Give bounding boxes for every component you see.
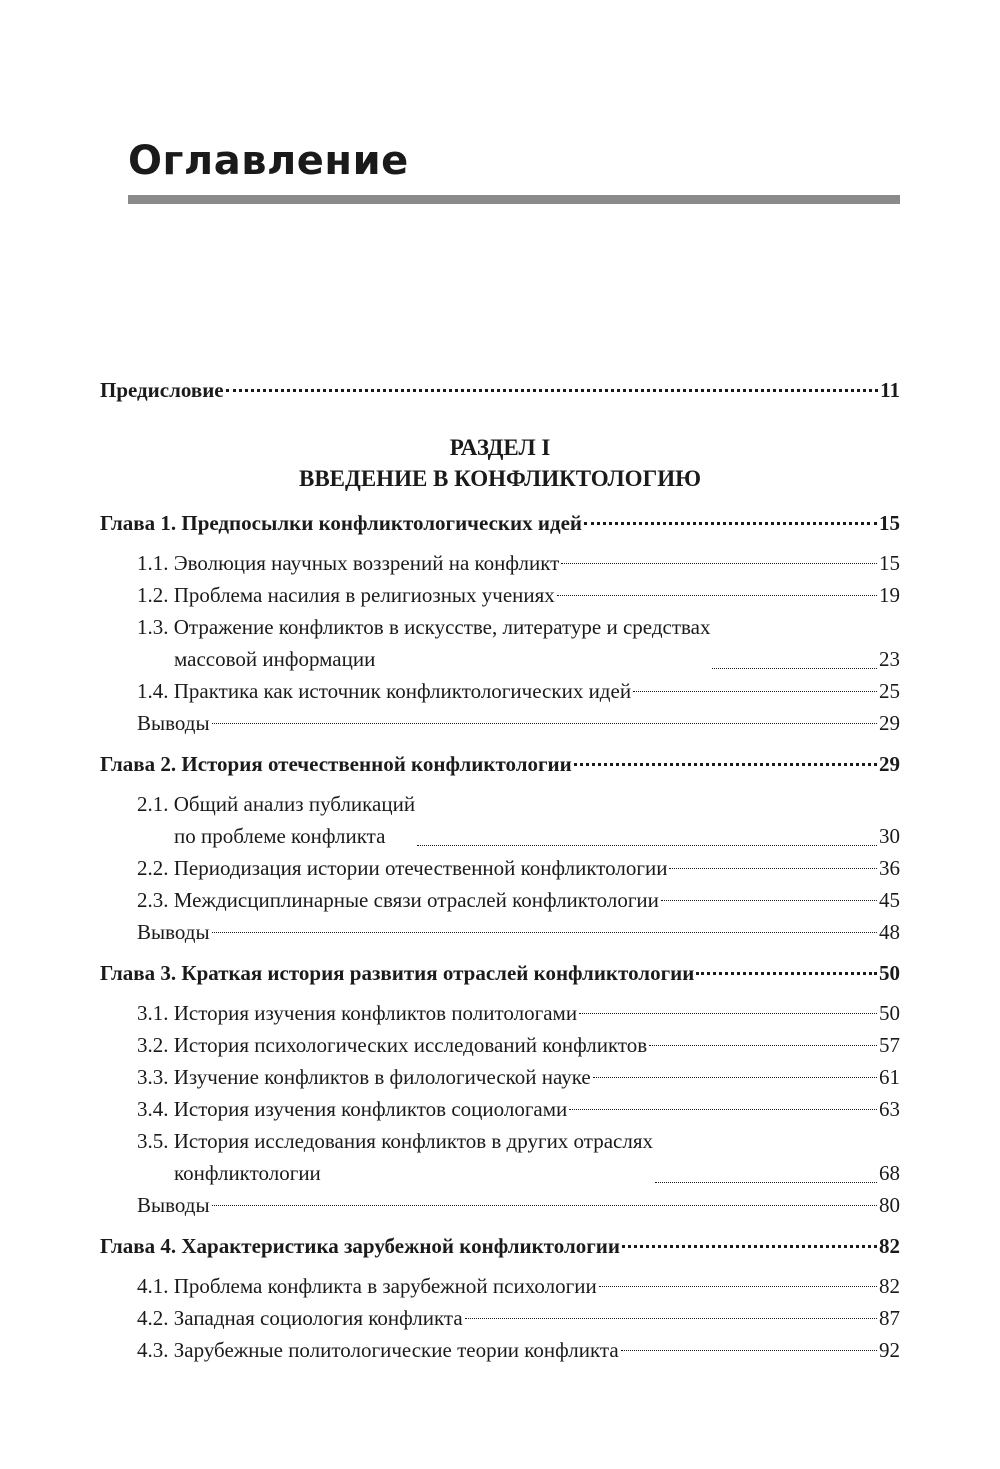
toc-subentry[interactable] bbox=[100, 852, 900, 884]
toc-subentry[interactable] bbox=[100, 1189, 900, 1221]
toc-subentry[interactable] bbox=[100, 611, 900, 675]
toc-page-number: 45 bbox=[879, 888, 900, 912]
dot-leader bbox=[465, 1318, 877, 1319]
dot-leader bbox=[621, 1350, 877, 1351]
toc-page-number: 50 bbox=[879, 961, 900, 985]
toc-page-number: 82 bbox=[879, 1234, 900, 1258]
toc-subentry-line1: Выводы bbox=[137, 1193, 210, 1217]
toc-subentry-title bbox=[137, 916, 210, 948]
toc-subentry[interactable] bbox=[100, 997, 900, 1029]
toc-subentry-line1: 3.5. История исследования конфликтов в других отраслях bbox=[137, 1129, 653, 1153]
dot-leader bbox=[584, 522, 877, 525]
toc-subentry-title bbox=[137, 884, 659, 916]
toc-subentry-line1: 2.2. Периодизация истории отечественной конфликтологии bbox=[137, 856, 668, 880]
dot-leader bbox=[417, 845, 877, 846]
toc-subentry-line1: 4.2. Западная социология конфликта bbox=[137, 1306, 463, 1330]
toc-subentry-title bbox=[137, 1061, 591, 1093]
toc-subentry-title bbox=[137, 707, 210, 739]
dot-leader bbox=[212, 932, 877, 933]
toc-chapter-title: Глава 1. Предпосылки конфликтологических идей bbox=[100, 511, 583, 535]
dot-leader bbox=[655, 1182, 877, 1183]
toc-subentry-line1: 4.3. Зарубежные политологические теории конфликта bbox=[137, 1338, 619, 1362]
toc-page-number: 30 bbox=[879, 824, 900, 848]
toc-page-number: 29 bbox=[879, 752, 900, 776]
toc-subentry-line1: Выводы bbox=[137, 711, 210, 735]
toc-subentry-line1: 3.1. История изучения конфликтов политологами bbox=[137, 1001, 578, 1025]
toc-subentry-line1: 3.2. История психологических исследований конфликтов bbox=[137, 1033, 648, 1057]
chapter-list bbox=[100, 507, 900, 1366]
toc-subentry[interactable] bbox=[100, 1334, 900, 1366]
toc-subentry-line1: 1.4. Практика как источник конфликтологических идей bbox=[137, 679, 632, 703]
toc-page-number: 87 bbox=[879, 1306, 900, 1330]
toc-subentry[interactable] bbox=[100, 1125, 900, 1189]
section-heading bbox=[100, 432, 900, 494]
toc-subentry-line1: Выводы bbox=[137, 920, 210, 944]
dot-leader bbox=[696, 972, 877, 975]
toc-chapter-2[interactable] bbox=[100, 748, 900, 780]
toc-page-number: 57 bbox=[879, 1033, 900, 1057]
toc-subentry-title bbox=[137, 579, 555, 611]
toc-page-number: 82 bbox=[879, 1274, 900, 1298]
dot-leader bbox=[633, 691, 877, 692]
toc-subentry-title bbox=[137, 547, 559, 579]
toc-subentry-line1: 3.3. Изучение конфликтов в филологической науке bbox=[137, 1065, 591, 1089]
dot-leader bbox=[649, 1045, 877, 1046]
section-label: РАЗДЕЛ I bbox=[449, 435, 551, 460]
toc-subentry-title bbox=[137, 1125, 653, 1189]
dot-leader bbox=[561, 563, 877, 564]
dot-leader bbox=[212, 1205, 877, 1206]
toc-subentry-line1: 2.1. Общий анализ публикаций bbox=[137, 792, 416, 816]
toc-subentry-title bbox=[137, 997, 577, 1029]
dot-leader bbox=[226, 389, 879, 392]
page-title: Оглавление bbox=[128, 138, 409, 184]
toc-subentry-title bbox=[137, 788, 415, 852]
dot-leader bbox=[579, 1013, 877, 1014]
toc-subentry[interactable] bbox=[100, 916, 900, 948]
toc-page-number: 15 bbox=[879, 551, 900, 575]
toc-subentry-title bbox=[137, 675, 631, 707]
toc-page-number: 25 bbox=[879, 679, 900, 703]
toc-subentry-title bbox=[137, 1093, 567, 1125]
toc-page-number: 36 bbox=[879, 856, 900, 880]
toc-subentry[interactable] bbox=[100, 675, 900, 707]
dot-leader bbox=[569, 1109, 877, 1110]
toc-chapter-1[interactable] bbox=[100, 507, 900, 539]
dot-leader bbox=[661, 900, 877, 901]
toc-subentry-title bbox=[137, 1270, 597, 1302]
toc-subentry-line1: 1.3. Отражение конфликтов в искусстве, литературе и средствах bbox=[137, 615, 711, 639]
toc-page-number: 92 bbox=[879, 1338, 900, 1362]
dot-leader bbox=[599, 1286, 877, 1287]
toc-subentry-line1: 1.2. Проблема насилия в религиозных учениях bbox=[137, 583, 555, 607]
toc-subentry-line2: конфликтологии bbox=[174, 1161, 321, 1185]
toc-page-number: 23 bbox=[879, 647, 900, 671]
toc-page-number: 68 bbox=[879, 1161, 900, 1185]
toc-subentry-line2: по проблеме конфликта bbox=[174, 824, 386, 848]
toc-subentry-title bbox=[137, 1302, 463, 1334]
dot-leader bbox=[593, 1077, 877, 1078]
toc-subentry-line1: 3.4. История изучения конфликтов социологами bbox=[137, 1097, 568, 1121]
toc-subentry[interactable] bbox=[100, 1029, 900, 1061]
dot-leader bbox=[574, 763, 877, 766]
toc-subentry[interactable] bbox=[100, 707, 900, 739]
toc-entry-preface[interactable] bbox=[100, 374, 900, 406]
table-of-contents bbox=[100, 374, 900, 1366]
toc-page-number: 63 bbox=[879, 1097, 900, 1121]
toc-page-number: 50 bbox=[879, 1001, 900, 1025]
dot-leader bbox=[712, 668, 877, 669]
toc-subentry[interactable] bbox=[100, 579, 900, 611]
toc-subentry[interactable] bbox=[100, 1270, 900, 1302]
title-underline bbox=[128, 195, 900, 204]
toc-subentry-title bbox=[137, 1189, 210, 1221]
dot-leader bbox=[212, 723, 877, 724]
toc-chapter-title: Глава 3. Краткая история развития отраслей конфликтологии bbox=[100, 961, 695, 985]
toc-page-number: 61 bbox=[879, 1065, 900, 1089]
dot-leader bbox=[669, 868, 877, 869]
toc-page-number: 15 bbox=[879, 511, 900, 535]
toc-page-number: 11 bbox=[880, 378, 900, 402]
toc-subentry-line1: 1.1. Эволюция научных воззрений на конфликт bbox=[137, 551, 560, 575]
toc-subentry-title bbox=[137, 852, 667, 884]
toc-subentry[interactable] bbox=[100, 1061, 900, 1093]
toc-subentry-line2: массовой информации bbox=[174, 647, 376, 671]
toc-subentry-title bbox=[137, 611, 710, 675]
toc-subentry[interactable] bbox=[100, 884, 900, 916]
section-title: ВВЕДЕНИЕ В КОНФЛИКТОЛОГИЮ bbox=[299, 466, 701, 491]
toc-chapter-4[interactable] bbox=[100, 1230, 900, 1262]
toc-entry-title: Предисловие bbox=[100, 378, 224, 402]
toc-subentry[interactable] bbox=[100, 788, 900, 852]
dot-leader bbox=[557, 595, 877, 596]
toc-page-number: 80 bbox=[879, 1193, 900, 1217]
toc-chapter-title: Глава 2. История отечественной конфликтологии bbox=[100, 752, 572, 776]
toc-subentry-line1: 2.3. Междисциплинарные связи отраслей конфликтологии bbox=[137, 888, 659, 912]
toc-subentry[interactable] bbox=[100, 1093, 900, 1125]
toc-subentry-title bbox=[137, 1029, 647, 1061]
toc-subentry-line1: 4.1. Проблема конфликта в зарубежной психологии bbox=[137, 1274, 597, 1298]
toc-subentry[interactable] bbox=[100, 547, 900, 579]
toc-page-number: 29 bbox=[879, 711, 900, 735]
toc-subentry-title bbox=[137, 1334, 619, 1366]
dot-leader bbox=[622, 1245, 877, 1248]
toc-page-number: 48 bbox=[879, 920, 900, 944]
toc-subentry[interactable] bbox=[100, 1302, 900, 1334]
toc-chapter-title: Глава 4. Характеристика зарубежной конфликтологии bbox=[100, 1234, 620, 1258]
toc-chapter-3[interactable] bbox=[100, 957, 900, 989]
toc-page-number: 19 bbox=[879, 583, 900, 607]
